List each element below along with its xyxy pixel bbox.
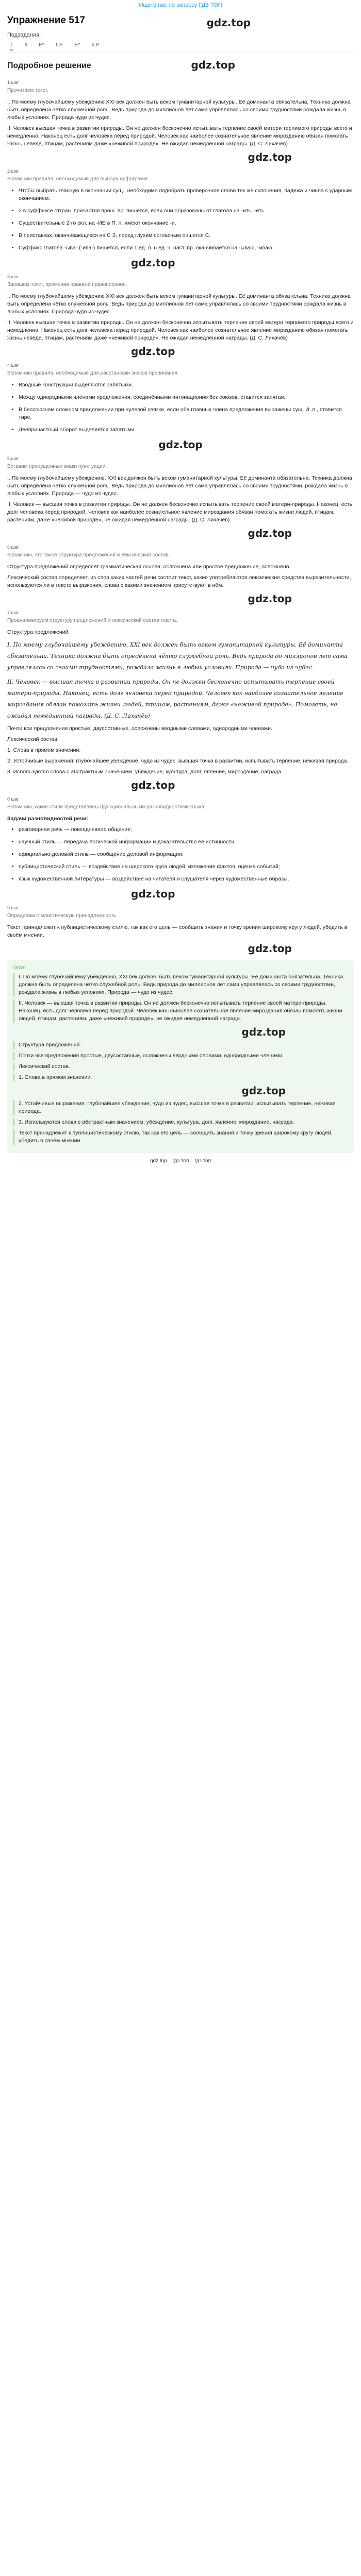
- list-item: • Чтобы выбрать гласную в окончании сущ., необходимо подобрать проверочное слово тех же склонения, падежа и числа с ударным окончанием.: [19, 187, 354, 202]
- subsections-label: Подзадания:: [7, 32, 41, 38]
- list-item: • Суффикс глагола -ыва- (-ива-) пишется, если 1 ед. л. н ед. ч. наст. вр. оканчивается на -ываю, -иваю .: [19, 244, 354, 252]
- step-task: Вспомним, какие стили представлены функциональными разновидностями языка.: [7, 804, 206, 810]
- list-item: • официально-деловой стиль — сообщение деловой информации;: [19, 851, 354, 858]
- text-paragraph: Лексический состав определяет, из слов каких частей речи состоит текст, какие употребляются лексические средства выразительности, используются ли в тексте выражения, слова с какими значением присутствуют в нём.: [7, 574, 351, 588]
- step-label: 4 шаг: [7, 363, 20, 368]
- footer-right[interactable]: гдз топ: [194, 1158, 211, 1164]
- watermark: gdz.top: [248, 942, 292, 955]
- answer-paragraph: Почти все предложения простые, двусоставные, осложнены вводными словами, однородными членами.: [13, 1052, 348, 1060]
- solution-steps: [7, 80, 354, 955]
- answer-paragraph: 2. Устойчивые выражения: глубочайшее убеждение, чудо из чудес, высшая точка в развитии, испытывать терпение, неживая природа.: [13, 1100, 348, 1115]
- solution-step: [7, 274, 354, 358]
- step-label: 9 шаг: [7, 905, 20, 910]
- subsection-tab[interactable]: К.Р: [91, 42, 100, 48]
- watermark: gdz.top: [131, 257, 175, 269]
- list-item: • В приставках, оканчивающихся на С З, перед глухим согласным пишется С.: [19, 232, 354, 240]
- content: [0, 13, 361, 1164]
- answer-paragraph: Лексический состав.: [13, 1063, 348, 1071]
- step-task: Определим стилистическую принадлежность.: [7, 913, 118, 919]
- watermark: gdz.top: [191, 59, 235, 71]
- footer-mid[interactable]: гдз топ: [172, 1158, 189, 1164]
- step-task: Вставим пропущенные знаки пунктуации.: [7, 464, 107, 469]
- step-task: Вспомним правила, необходимые для выбора орфограмм.: [7, 176, 149, 182]
- lexical-item: 1. Слова в прямом значении.: [7, 747, 81, 753]
- step-label: 5 шаг: [7, 456, 20, 461]
- answer-paragraph: Текст принадлежит к публицистическому стилю, так как его цель — сообщить знания и точку зрения широкому кругу людей, убедить в своём мнении.: [13, 1129, 348, 1145]
- watermark: gdz.top: [241, 1084, 286, 1097]
- solution-step: [7, 168, 354, 269]
- subsection-tab[interactable]: Е*: [74, 42, 80, 48]
- watermark: gdz.top: [131, 345, 175, 358]
- list-item: • Существительные 2-го скл. на -ИЕ в П. п. имеют окончание -и.: [19, 219, 354, 227]
- footer-left[interactable]: gdz top: [150, 1158, 167, 1164]
- step-task: Вспомним правила, необходимые для расстановки знаков препинания.: [7, 370, 179, 376]
- answer-paragraph: I. По моему глубочайшему убеждению, XXI век должен быть веком гуманитарной культуры. Её доминанта обязательна. Техника должна быть определена чётко служебной роль. Ведь природа до миллионов лет сама управлялась со своими трудностями, рождала жизнь в любых условиях. Природа — чудо из чудес.: [13, 973, 348, 996]
- solution-step: [7, 796, 354, 900]
- step-label: 7 шаг: [7, 610, 20, 615]
- list-item: • Деепричастный оборот выделяется запятыми.: [19, 426, 354, 434]
- watermark: gdz.top: [206, 16, 251, 29]
- answer-block: [7, 960, 354, 1153]
- watermark: gdz.top: [248, 151, 292, 163]
- answer-paragraph: II. Человек — высшая точка в развитии природы. Он не должен бесконечно испытывать терпение своей матери-природы. Наконец, есть долг человека перед природой. Человек как наиболее сознательное явление мироздания обязан помогать жизни людей, птицам, растениям, даже «неживой природе», не ожидая немедленной награды.: [13, 999, 348, 1023]
- text-paragraph: II. Человек — высшая точка в развитии природы. Он не должен бесконечно испытывать терпение своей матери-природы. Наконец, есть долг человека перед природой. Человек как наиболее сознательное явление мироздания обязан помогать жизни людей, птицам, растениям, даже «неживой природе», не ожидая немедленной награды. (Д. С. Лихачёв): [7, 501, 353, 523]
- subsection-tab[interactable]: 1: [10, 42, 13, 50]
- text-paragraph: Текст принадлежит к публицистическому стилю, так как его цель — сообщить знания и точку зрения широкому кругу людей, убедить в своём мнении.: [7, 924, 348, 938]
- step-task: Проанализируем структуру предложений и лексический состав текста.: [7, 618, 177, 623]
- page-title: Упражнение 517: [7, 15, 85, 26]
- text-paragraph: II. Человек высшая точка в развитии природы. Он не должен бесконечно испыт..вать терпение своей матери терпимого природы всего и немедленно. Наконец есть долг человека перед природой. Человек как наиболее сознательное явление мирозданию обязан помогать жизнь неведе, птицам, растениям даже «неживой природе». Не ожидая немедленной награды. (Д. С. Лихачёв): [7, 125, 352, 147]
- watermark: gdz.top: [248, 592, 292, 605]
- subsection-tab[interactable]: К: [24, 42, 28, 48]
- solution-step: [7, 545, 354, 605]
- step-label: 2 шаг: [7, 168, 20, 174]
- answer-paragraph: 1. Слова в прямом значении.: [13, 1074, 348, 1081]
- list-item: • язык художественной литературы — воздействие на читателя и слушателя через художественные образы.: [19, 875, 354, 883]
- step-label: 8 шаг: [7, 796, 20, 802]
- step-task: Запишем текст, применив правила правописания.: [7, 282, 127, 287]
- list-item: • Вводные конструкции выделяются запятыми.: [19, 381, 354, 389]
- text-paragraph: Структура предложений определяет грамматическая основа, осложнена или простое предложение, осложнено.: [7, 564, 291, 570]
- subsection-tab[interactable]: Е*: [39, 42, 44, 48]
- list-item: • 2 в суффиксе отгран. причастия прош. вр. пишется, если они образованы от глагола на -ить, -еть.: [19, 207, 354, 215]
- list-item: • Между однородными членами предложения, соединёнными интонационно без союзов, ставится запятая.: [19, 394, 354, 401]
- answer-label: Ответ: [13, 965, 26, 970]
- step-subtitle: Задачи разновидностей речи:: [7, 816, 88, 822]
- watermark: gdz.top: [131, 888, 175, 900]
- bullet-list: [7, 826, 354, 883]
- answer-paragraph: Структура предложений.: [13, 1041, 348, 1049]
- top-search-banner[interactable]: Ищете нас по запросу ГДЗ ТОП: [139, 2, 222, 8]
- parsed-sentence: I. По моему глубочайшему убеждению, XXI век должен быть веком гуманитарной культуры. Её доминанта обязательна. Техника должна быть определена чётко служебной роль. Ведь природа до миллионов лет сама управлялась со своими трудностями, рождала жизнь в любых условиях. Природа — чудо из чудес.: [7, 641, 348, 671]
- watermark: gdz.top: [131, 779, 175, 791]
- bullet-list: [7, 187, 354, 252]
- step-task: Вспомним, что такое структура предложений и лексический состав.: [7, 552, 170, 558]
- watermark: gdz.top: [248, 527, 292, 539]
- lexical-title: Лексический состав.: [7, 736, 59, 742]
- lexical-item: 2. Устойчивые выражения: глубочайшее убеждение, чудо из чудес, высшая точка в развитии, испытывать терпение, неживая природа.: [7, 758, 349, 764]
- list-item: • В бессоюзном сложном предложении при нулевой связке, если оба главных члена предложения выражены сущ. И. п., ставится тире.: [19, 406, 354, 421]
- bullet-list: [7, 381, 354, 434]
- subsections-tabs: [7, 40, 354, 53]
- watermark: gdz.top: [158, 438, 203, 451]
- text-paragraph: I. По моему глубочайшему убеждению XXI век должен быть веком гуманитарной культуры. Её доминанта обязательна. Техника должна быть определена чётко служебной роль. Ведь природа до миллионов лет сама упрявлялась со своими трудностями рождала жизнь в любых условиях. Природа чудо из чудес.: [7, 99, 351, 121]
- text-paragraph: I. По моему глубочайшему убеждению XXI век должен быть веком гуманитарной культуры. Её доминанта обязательна. Техника должна быть определена чётко служебной роль. Ведь природа до миллионов лет сама управлялась со своими трудностями рождала жизнь в любых условиях. Природа чудо из чудес.: [7, 293, 351, 315]
- step-label: 3 шаг: [7, 274, 20, 279]
- solution-title: Подробное решение: [7, 61, 91, 70]
- list-item: • публицистический стиль — воздействие на широкого круга людей, изложение фактов, оценка событий;: [19, 863, 354, 871]
- step-label: 6 шаг: [7, 545, 20, 550]
- step-label: 1 шаг: [7, 80, 20, 85]
- solution-step: [7, 80, 354, 163]
- text-paragraph: II. Человек высшая точка в развитии природы. Он не должен бесконечно испытывать терпение своей матери терпимого природы всего и немедленно. Наконец есть долг человека перед природой. Человек как наиболее сознательное явление мирозданию обязан помогать жизнь неведе, птицам, растениям даже «неживой природе». Не ожидая немедленной награды. (Д. С. Лихачёв): [7, 319, 354, 341]
- parsed-sentence: II. Человек — высшая точка в развитии природы. Он не должен бесконечно испытывать терпение своей матери-природы. Наконец, есть долг человека перед природой. Человек как наиболее сознательное явление мироздания обязан помогать жизни людей, птицам, растениям, даже «неживой природе». Помогать, не ожидая немедленной награды. (Д. С. Лихачёв): [7, 679, 343, 719]
- solution-step: [7, 456, 354, 539]
- text-paragraph: I. По моему глубочайшему убеждению, XXI век должен быть веком гуманитарной культуры. Её доминанта обязательна. Техника должна быть определена чётко служебной роль. Ведь природа до миллионов лет сама управлялась со своими трудностями, рождала жизнь в любых условиях. Природа — чудо из чудес.: [7, 475, 352, 497]
- answer-body: [13, 973, 348, 1145]
- list-item: • разговорная речь — повседневное общение;: [19, 826, 354, 834]
- subsection-tab[interactable]: Г.Р.: [55, 42, 63, 48]
- lexical-item: 3. Используются слова с абстрактным значением: убеждение, культура, долг, явление, мироздание, награда.: [7, 769, 283, 775]
- solution-step: [7, 363, 354, 451]
- structure-note: Почти все предложения простые, двусоставные, осложнены вводными словами, однородными членами.: [7, 725, 272, 732]
- list-item: • научный стиль — передача логической информации и доказательство её истинности;: [19, 838, 354, 846]
- answer-paragraph: 3. Используются слова с абстрактным значением: убеждение, культура, долг, явление, мироздание, награда.: [13, 1118, 348, 1126]
- solution-step: [7, 905, 354, 955]
- step-task: Прочитаем текст.: [7, 88, 48, 93]
- structure-title: Структура предложений.: [7, 629, 70, 635]
- watermark: gdz.top: [241, 1026, 286, 1038]
- footer: [7, 1158, 354, 1164]
- solution-step: [7, 610, 354, 791]
